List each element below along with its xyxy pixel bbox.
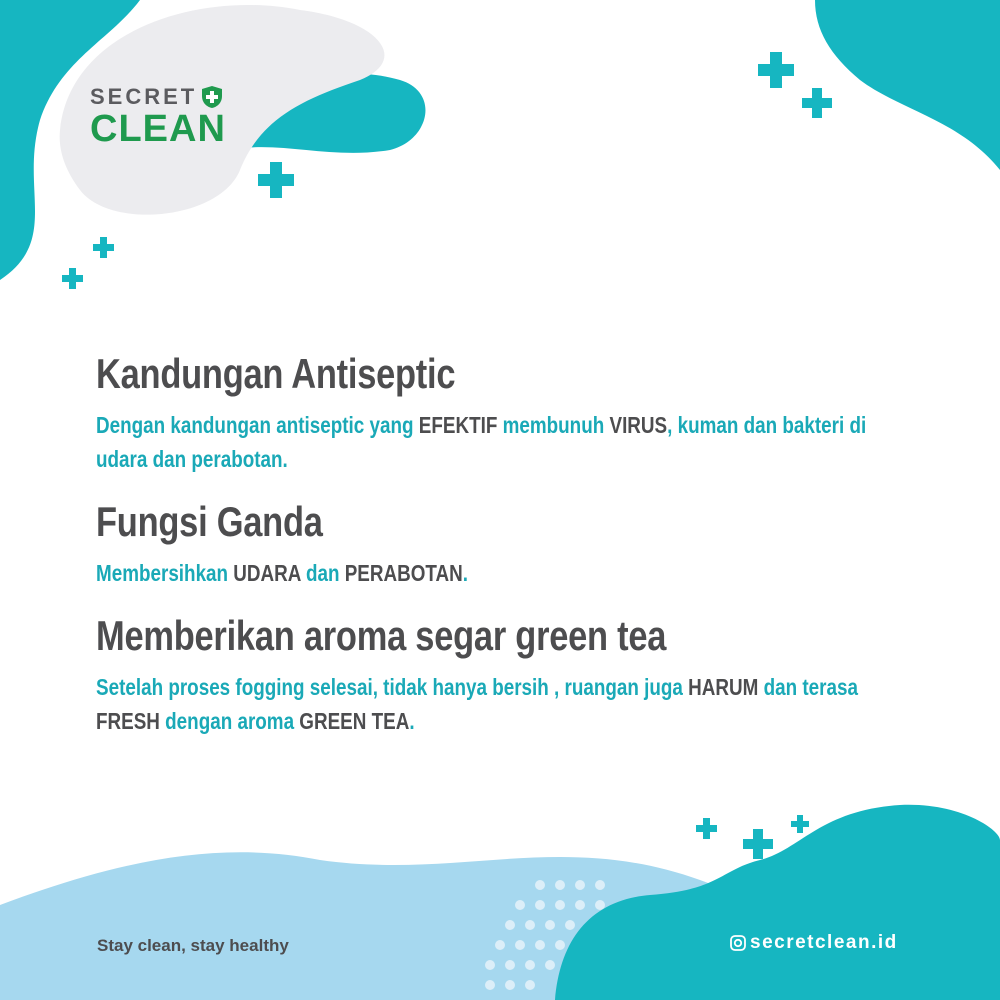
feature-description (96, 556, 916, 590)
teal-blob-top-right (815, 0, 1000, 170)
brand-logo (90, 84, 226, 151)
description-text: Setelah proses fogging selesai, tidak hanya bersih , ruangan juga (96, 674, 689, 700)
description-text: udara dan perabotan. (96, 446, 288, 472)
description-text: dan (300, 560, 345, 586)
emphasis-text: UDARA (233, 560, 301, 586)
instagram-handle[interactable] (730, 932, 898, 954)
description-text: dengan aroma (159, 708, 300, 734)
emphasis-text: EFEKTIF (418, 412, 498, 438)
emphasis-text: PERABOTAN (344, 560, 463, 586)
feature-section (96, 350, 916, 476)
emphasis-text: FRESH (96, 708, 160, 734)
teal-blob-bottom-right (555, 805, 1000, 1000)
brand-bottom: CLEAN (90, 108, 226, 150)
description-text: Membersihkan (96, 560, 234, 586)
feature-title: Kandungan Antiseptic (96, 350, 456, 397)
shield-plus-icon (201, 85, 223, 109)
feature-section (96, 612, 916, 738)
description-text: , kuman dan bakteri di (667, 412, 867, 438)
description-text: membunuh (497, 412, 610, 438)
instagram-text: secretclean.id (750, 932, 898, 953)
description-text: dan terasa (758, 674, 858, 700)
feature-section (96, 498, 916, 590)
description-text: . (409, 708, 415, 734)
tagline: Stay clean, stay healthy (97, 936, 289, 955)
feature-title: Memberikan aroma segar green tea (96, 612, 667, 659)
feature-description (96, 408, 916, 476)
description-text: . (462, 560, 469, 586)
emphasis-text: GREEN TEA (299, 708, 410, 734)
emphasis-text: HARUM (688, 674, 759, 700)
description-text: Dengan kandungan antiseptic yang (96, 412, 419, 438)
feature-list (96, 350, 916, 760)
emphasis-text: VIRUS (609, 412, 668, 438)
feature-description (96, 670, 916, 738)
feature-title: Fungsi Ganda (96, 498, 323, 545)
instagram-icon (730, 935, 746, 951)
brand-top: SECRET (90, 84, 198, 109)
